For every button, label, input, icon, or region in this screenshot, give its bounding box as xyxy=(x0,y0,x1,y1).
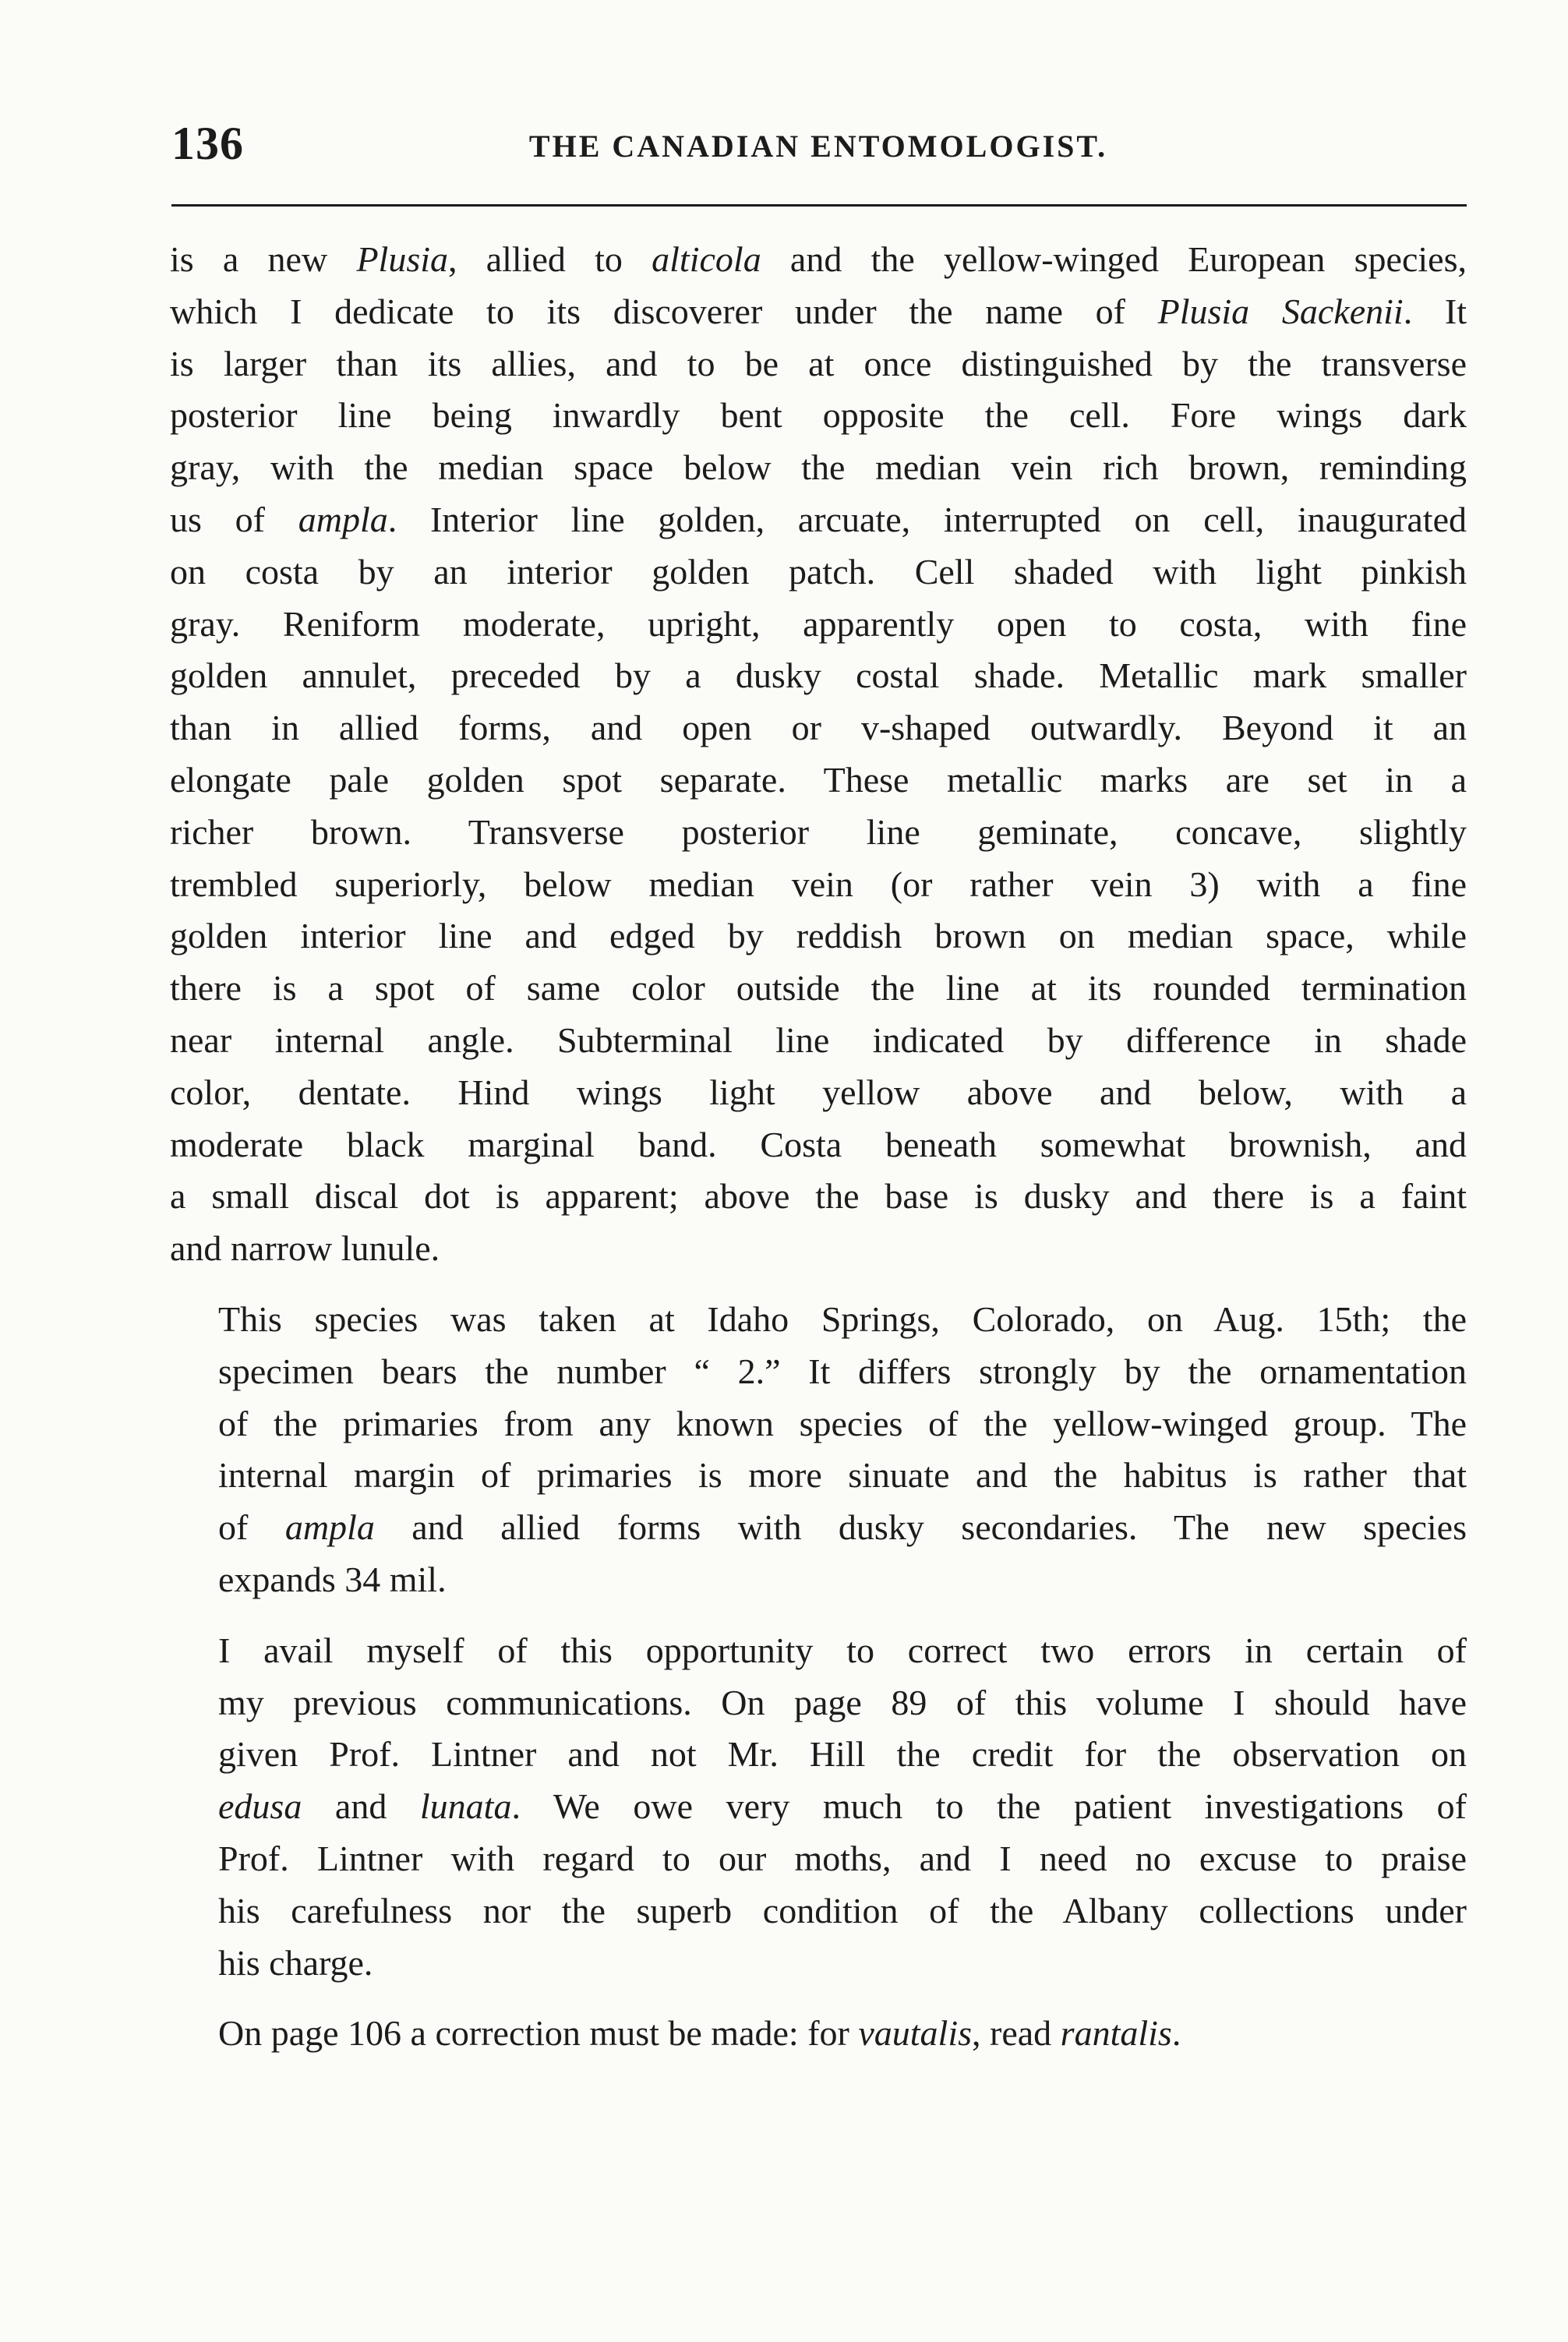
header-rule xyxy=(171,204,1467,207)
text-line: is a new Plusia, allied to alticola and the yellow-winged European species, xyxy=(170,239,1467,279)
text-line: gray. Reniform moderate, upright, apparently open to costa, with fine xyxy=(170,603,1467,644)
text-line: and narrow lunule. xyxy=(170,1228,440,1269)
text-line: This species was taken at Idaho Springs, Colorado, on Aug. 15th; the xyxy=(218,1298,1467,1339)
running-title: THE CANADIAN ENTOMOLOGIST. xyxy=(528,129,1108,164)
page-header xyxy=(171,117,1465,179)
italic-term: Plusia Sackenii xyxy=(1157,291,1404,331)
article-body xyxy=(170,234,1467,2060)
text-line: is larger than its allies, and to be at once distinguished by the transverse xyxy=(170,343,1467,383)
text-line: edusa and lunata. We owe very much to the patient investigations of xyxy=(218,1786,1467,1827)
text-line: his carefulness nor the superb condition of the Albany collections under xyxy=(218,1890,1467,1930)
italic-term: ampla xyxy=(284,1507,375,1548)
text-line: I avail myself of this opportunity to correct two errors in certain of xyxy=(218,1630,1467,1670)
text-line: than in allied forms, and open or v-shaped outwardly. Beyond it an xyxy=(170,708,1467,748)
text-line: there is a spot of same color outside the line at its rounded termination xyxy=(170,968,1467,1009)
italic-term: lunata xyxy=(419,1786,512,1827)
text-line: elongate pale golden spot separate. These metallic marks are set in a xyxy=(170,759,1467,800)
text-line: posterior line being inwardly bent opposite the cell. Fore wings dark xyxy=(170,395,1467,436)
text-line: trembled superiorly, below median vein (or rather vein 3) with a fine xyxy=(170,864,1467,904)
text-line: of ampla and allied forms with dusky secondaries. The new species xyxy=(218,1507,1467,1548)
italic-term: rantalis xyxy=(1060,2013,1172,2054)
text-line: gray, with the median space below the median vein rich brown, reminding xyxy=(170,447,1467,488)
italic-term: ampla xyxy=(298,499,388,539)
paragraph-4 xyxy=(170,2008,1467,2060)
text-line: moderate black marginal band. Costa beneath somewhat brownish, and xyxy=(170,1124,1467,1164)
italic-term: edusa xyxy=(218,1786,302,1827)
text-line: on costa by an interior golden patch. Cell shaded with light pinkish xyxy=(170,551,1467,592)
paragraph-1 xyxy=(170,234,1467,1275)
text-line: his charge. xyxy=(218,1942,373,1983)
text-line: color, dentate. Hind wings light yellow above and below, with a xyxy=(170,1072,1467,1112)
text-line: richer brown. Transverse posterior line geminate, concave, slightly xyxy=(170,811,1467,852)
text-line: which I dedicate to its discoverer under the name of Plusia Sackenii. It xyxy=(170,291,1467,331)
text-line: us of ampla. Interior line golden, arcuate, interrupted on cell, inaugurated xyxy=(170,499,1467,539)
text-line: expands 34 mil. xyxy=(218,1559,447,1599)
paragraph-2 xyxy=(170,1294,1467,1606)
text-line: my previous communications. On page 89 of this volume I should have xyxy=(218,1682,1467,1722)
text-line: given Prof. Lintner and not Mr. Hill the credit for the observation on xyxy=(218,1734,1467,1775)
italic-term: vautalis xyxy=(858,2013,973,2054)
text-line: Prof. Lintner with regard to our moths, and I need no excuse to praise xyxy=(218,1838,1467,1878)
italic-term: Plusia xyxy=(356,239,448,279)
text-line: On page 106 a correction must be made: for vautalis, read rantalis. xyxy=(218,2013,1181,2054)
text-line: near internal angle. Subterminal line indicated by difference in shade xyxy=(170,1019,1467,1060)
italic-term: alticola xyxy=(652,239,761,279)
text-line: a small discal dot is apparent; above the base is dusky and there is a faint xyxy=(170,1176,1467,1217)
text-line: golden annulet, preceded by a dusky costal shade. Metallic mark smaller xyxy=(170,655,1467,696)
text-line: internal margin of primaries is more sinuate and the habitus is rather that xyxy=(218,1455,1467,1496)
page-number: 136 xyxy=(171,118,244,169)
paragraph-3 xyxy=(170,1625,1467,1990)
text-line: specimen bears the number “ 2.” It differs strongly by the ornamentation xyxy=(218,1351,1467,1391)
text-line: golden interior line and edged by reddish brown on median space, while xyxy=(170,916,1467,956)
text-line: of the primaries from any known species of the yellow-winged group. The xyxy=(218,1403,1467,1443)
